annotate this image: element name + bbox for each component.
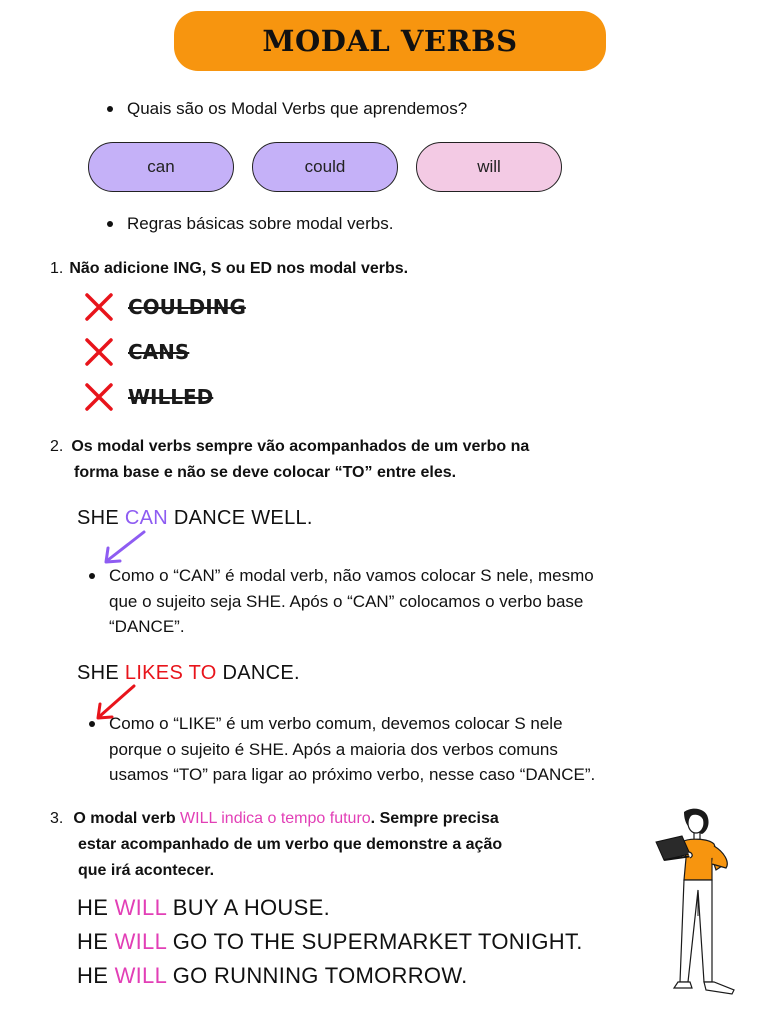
bullet-dot (107, 221, 113, 227)
wrong-word: WILLED (128, 385, 214, 409)
page-title: MODAL VERBS (262, 24, 518, 58)
rule-3 (50, 806, 650, 884)
rule-1 (50, 256, 408, 282)
rule-3-number: 3. (50, 810, 64, 827)
rule-1-number: 1. (50, 260, 64, 277)
pill-could-label: could (304, 157, 346, 176)
example-can (77, 507, 313, 530)
rule-2-line-1: Os modal verbs sempre vão acompanhados de um verbo na (71, 438, 530, 455)
woman-laptop-illustration (652, 806, 748, 996)
pill-will-label: will (477, 157, 501, 176)
title-banner (174, 11, 606, 71)
bullet-dot (89, 573, 95, 579)
pill-could (252, 142, 398, 192)
example-text: HE (77, 963, 115, 988)
will-example (77, 959, 583, 993)
explanation-line: Como o “LIKE” é um verbo comum, devemos colocar S nele (109, 714, 563, 733)
bullet-dot (107, 106, 113, 112)
pill-can (88, 142, 234, 192)
example-highlight: WILL (114, 963, 167, 988)
example-text: DANCE. (216, 662, 300, 684)
explanation-line: que o sujeito seja SHE. Após o “CAN” colocamos o verbo base (109, 591, 584, 611)
rule-3-line-3: que irá acontecer. (78, 862, 215, 879)
example-text: BUY A HOUSE. (166, 895, 330, 920)
rule-1-text: Não adicione ING, S ou ED nos modal verbs. (69, 260, 409, 277)
cross-icon (84, 292, 114, 322)
rules-bullet (107, 214, 393, 234)
pill-will (416, 142, 562, 192)
example-highlight: CAN (124, 507, 169, 529)
explanation-1 (89, 563, 729, 640)
bullet-dot (89, 721, 95, 727)
rule-3-highlight: WILL indica o tempo futuro (180, 810, 371, 827)
example-highlight: LIKES TO (124, 662, 217, 684)
rule-2 (50, 434, 730, 486)
wrong-word: COULDING (128, 295, 246, 319)
example-text: GO TO THE SUPERMARKET TONIGHT. (166, 929, 583, 954)
intro-bullet (107, 99, 467, 119)
rule-2-line-2: forma base e não se deve colocar “TO” entre eles. (74, 464, 457, 481)
example-text: GO RUNNING TOMORROW. (166, 963, 468, 988)
arrow-icon (100, 528, 150, 566)
rule-3-text: O modal verb (73, 810, 181, 827)
wrong-item (84, 292, 246, 322)
cross-icon (84, 382, 114, 412)
example-highlight: WILL (114, 895, 167, 920)
example-text: SHE (77, 662, 125, 684)
explanation-line: porque o sujeito é SHE. Após a maioria dos verbos comuns (109, 739, 558, 759)
example-text: HE (77, 929, 115, 954)
rules-bullet-text: Regras básicas sobre modal verbs. (127, 214, 394, 233)
rule-3-text: . Sempre precisa (370, 810, 499, 827)
pill-can-label: can (147, 157, 175, 176)
will-example (77, 925, 583, 959)
wrong-item (84, 337, 189, 367)
explanation-line: usamos “TO” para ligar ao próximo verbo, nesse caso “DANCE”. (109, 765, 596, 784)
rule-3-line-1 (73, 806, 498, 832)
wrong-word: CANS (128, 340, 190, 364)
intro-bullet-text: Quais são os Modal Verbs que aprendemos? (127, 99, 468, 118)
will-examples (77, 891, 583, 993)
cross-icon (84, 337, 114, 367)
explanation-line: “DANCE”. (109, 617, 185, 636)
rule-3-line-2: estar acompanhado de um verbo que demonstre a ação (78, 836, 503, 853)
example-text: HE (77, 895, 115, 920)
will-example (77, 891, 583, 925)
explanation-line: Como o “CAN” é modal verb, não vamos colocar S nele, mesmo (109, 566, 594, 585)
example-text: SHE (77, 507, 125, 529)
rule-2-number: 2. (50, 438, 64, 455)
example-highlight: WILL (114, 929, 167, 954)
explanation-2 (89, 711, 739, 788)
wrong-item (84, 382, 213, 412)
example-text: DANCE WELL. (168, 507, 313, 529)
